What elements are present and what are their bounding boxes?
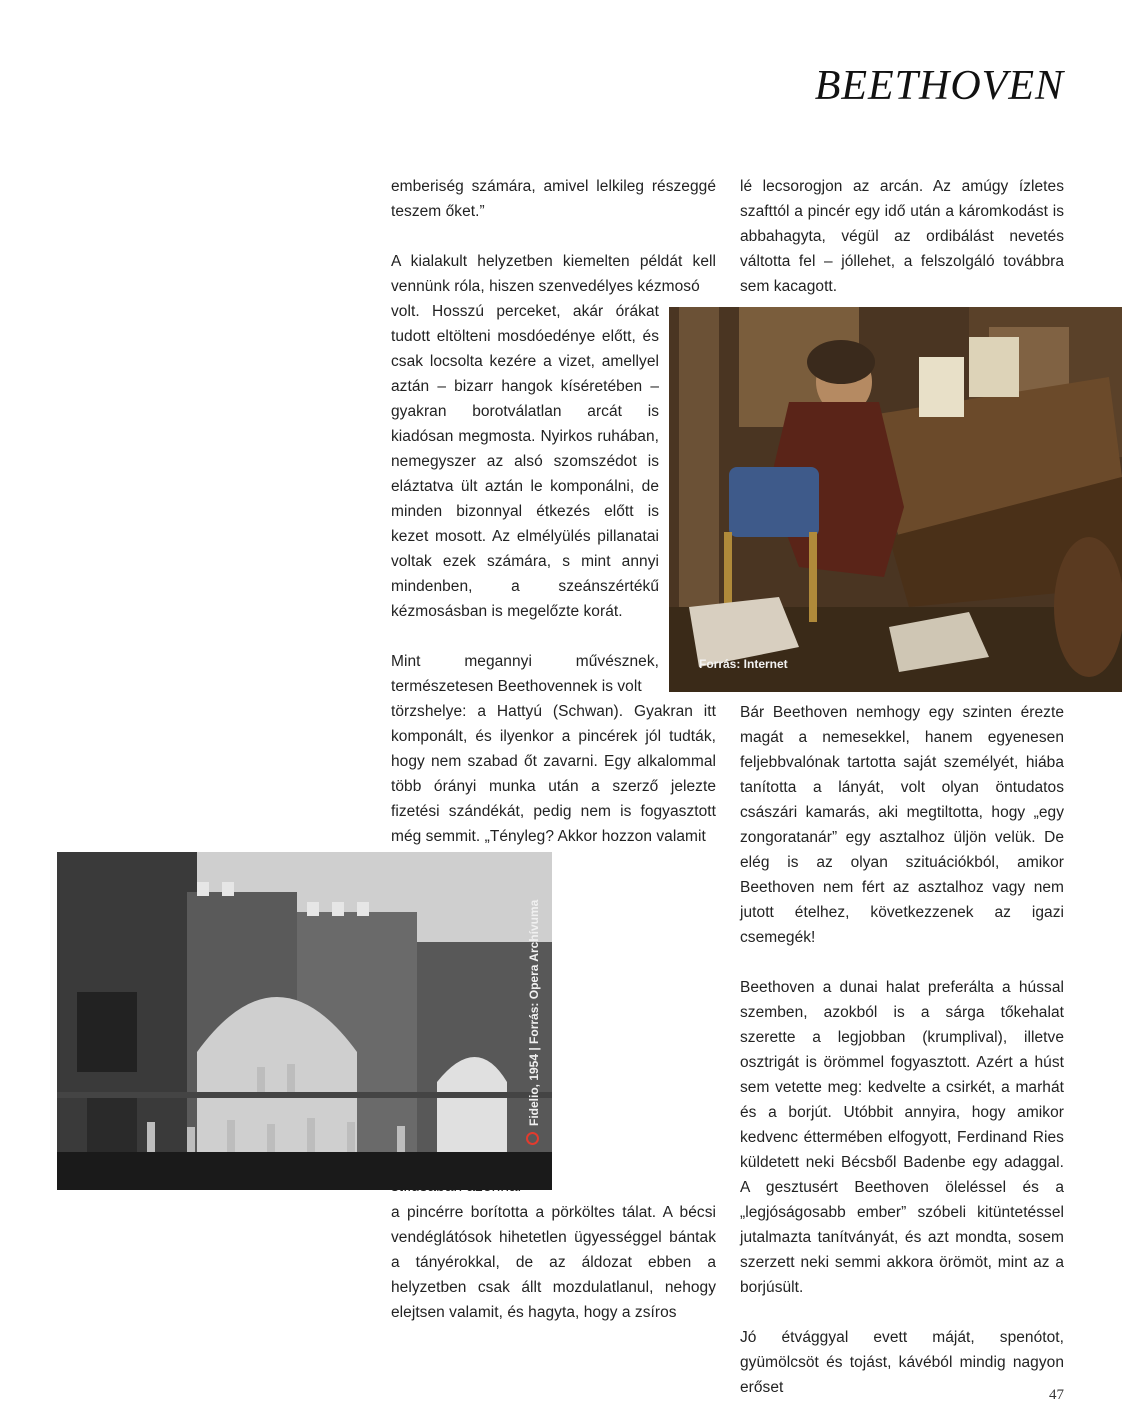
left-paragraph-2-full: A kialakult helyzetben kiemelten példát kell vennünk róla, hiszen szenvedélyes kézmosó <box>391 253 716 295</box>
beethoven-piano-painting <box>669 307 1122 692</box>
left-paragraph-3-full: törzshelye: a Hattyú (Schwan). Gyakran itt komponált, és ilyenkor a pincérek jól tudták, hogy nem szabad őt zavarni. Egy alkalommal több órányi munka után a szerző jelezte fizetési szándékát, pedig nem is fogyasztott még semmit. „Tényleg? Akkor hozzon valamit <box>391 703 716 845</box>
stage-image-credit-text: Fidelio, 1954 | Forrás: Opera Archívuma <box>527 899 541 1126</box>
piano-image-credit: Forrás: Internet <box>699 657 788 671</box>
left-paragraph-1: emberiség számára, amivel lelkileg részeggé teszem őket.” <box>391 178 716 220</box>
fidelio-stage-photo <box>57 852 552 1190</box>
piano-painting-illustration <box>669 307 1122 692</box>
right-paragraph-2: Bár Beethoven nemhogy egy szinten érezte magát a nemesekkel, hanem egyenesen feljebbvalónak tartotta saját személyét, hiába tanította a lányát, volt olyan öntudatos császári kamarás, aki megtiltotta, hogy „egy zongoratanár” egy asztalhoz üljön velük. De elég is az olyan szituációkból, amikor Beethoven nem fért az asztalhoz vagy nem jutott ételhez, következzenek az igazi csemegék! <box>740 704 1064 946</box>
right-paragraph-1: lé lecsorogjon az arcán. Az amúgy ízletes szafttól a pincér egy idő után a káromkodást is abbahagyta, végül az ordibálást nevetés váltotta fel – jóllehet, a felszolgáló továbbra sem kacagott. <box>740 178 1064 295</box>
right-column-top <box>740 174 1064 299</box>
stage-image-credit <box>526 900 541 1145</box>
right-column-bottom <box>740 700 1064 1400</box>
left-paragraph-3-narrow: Mint megannyi művésznek, természetesen Beethovennek is volt <box>391 653 659 695</box>
left-paragraph-2-narrow: volt. Hosszú perceket, akár órákat tudott eltölteni mosdóedénye előtt, és csak locsolta kezére a vizet, amellyel aztán – bizarr hangok kíséretében – gyakran borotválatlan arcát is kiadósan megmosta. Nyirkos ruhában, nemegyszer az alsó szomszédot is eláztatva ült aztán le komponálni, de minden bizonnyal étkezés előtt is kezet mosott. Az elmélyülés pillanatai voltak ezek számára, s mint annyi mindenben, a szeánszértékű kézmosásban is megelőzte korát. <box>391 303 659 620</box>
circle-marker-icon <box>526 1132 539 1145</box>
stage-photo-illustration <box>57 852 552 1190</box>
left-column-bottom <box>391 1200 716 1325</box>
page-header-title: BEETHOVEN <box>814 63 1064 109</box>
right-paragraph-4: Jó étvággyal evett máját, spenótot, gyümölcsöt és tojást, kávéból mindig nagyon erőset <box>740 1329 1064 1396</box>
page-number: 47 <box>1049 1387 1064 1403</box>
right-paragraph-3: Beethoven a dunai halat preferálta a hússal szemben, azokból is a sárga tőkehalat szerette a legjobban (krumplival), illetve osztrigát is örömmel fogyasztott. Azért a húst sem vetette meg: kedvelte a csirkét, a marhát és a borjút. Utóbbit annyira, hogy amikor kedvenc éttermében elfogyott, Ferdinand Ries küldetett neki Bécsből Badenbe egy adaggal. A gesztusért Beethoven öleléssel és a „legjóságosabb ember” szóbeli kitüntetéssel jutalmazta tanítványát, és azt mondta, sosem szerzett neki semmi akkora örömöt, mint az a borjúsült. <box>740 979 1064 1296</box>
left-paragraph-3-bottom: a pincérre borította a pörköltes tálat. A bécsi vendéglátósok hihetetlen ügyességgel bántak a tányérokkal, de az áldozat ebben a helyzetben csak állt mozdulatlanul, nehogy elejtsen valamit, és hagyta, hogy a zsíros <box>391 1204 716 1321</box>
